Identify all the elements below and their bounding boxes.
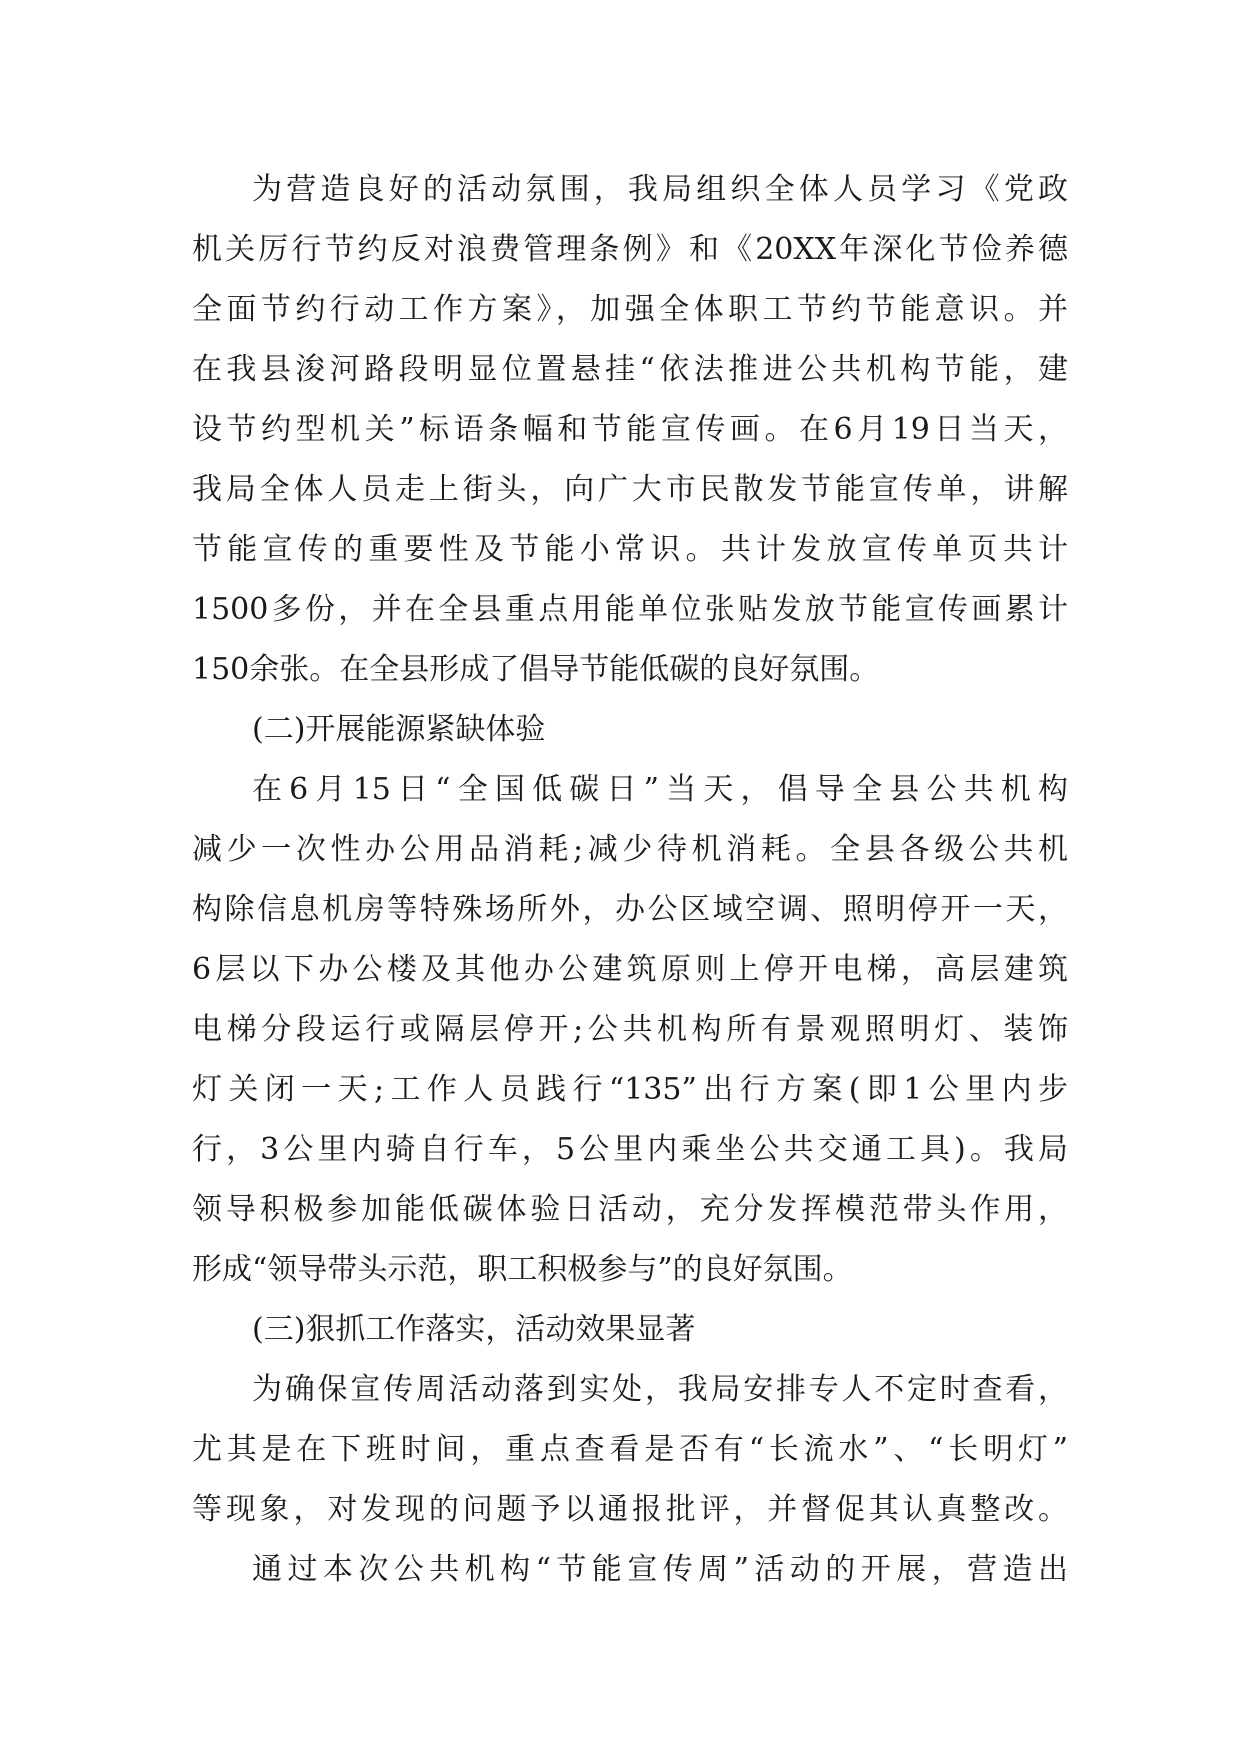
text-line: 行，3公里内骑自行车，5公里内乘坐公共交通工具)。我局 — [192, 1132, 1068, 1167]
text-line: 为确保宣传周活动落到实处，我局安排专人不定时查看， — [252, 1372, 1068, 1407]
section-heading: (二)开展能源紧缺体验 — [252, 712, 546, 747]
text-line: 6层以下办公楼及其他办公建筑原则上停开电梯，高层建筑 — [192, 952, 1068, 987]
text-line: 我局全体人员走上街头，向广大市民散发节能宣传单，讲解 — [192, 472, 1068, 507]
text-line: 构除信息机房等特殊场所外，办公区域空调、照明停开一天， — [192, 892, 1068, 927]
text-line: 机关厉行节约反对浪费管理条例》和《20XX年深化节俭养德 — [192, 232, 1068, 267]
text-line: 在6月15日“全国低碳日”当天，倡导全县公共机构 — [252, 772, 1068, 807]
text-line: 领导积极参加能低碳体验日活动，充分发挥模范带头作用， — [192, 1192, 1068, 1227]
document-body — [192, 160, 1068, 1600]
text-line: 为营造良好的活动氛围，我局组织全体人员学习《党政 — [252, 172, 1068, 207]
text-line: 150余张。在全县形成了倡导节能低碳的良好氛围。 — [192, 652, 880, 687]
text-line: 等现象，对发现的问题予以通报批评，并督促其认真整改。 — [192, 1492, 1068, 1527]
section-heading: (三)狠抓工作落实，活动效果显著 — [252, 1312, 696, 1347]
text-line: 减少一次性办公用品消耗;减少待机消耗。全县各级公共机 — [192, 832, 1068, 867]
text-line: 1500多份，并在全县重点用能单位张贴发放节能宣传画累计 — [192, 592, 1068, 627]
text-line: 电梯分段运行或隔层停开;公共机构所有景观照明灯、装饰 — [192, 1012, 1068, 1047]
text-line: 灯关闭一天;工作人员践行“135”出行方案(即1公里内步 — [192, 1072, 1068, 1107]
text-line: 节能宣传的重要性及节能小常识。共计发放宣传单页共计 — [192, 532, 1068, 567]
text-line: 尤其是在下班时间，重点查看是否有“长流水”、“长明灯” — [192, 1432, 1068, 1467]
text-line: 在我县浚河路段明显位置悬挂“依法推进公共机构节能，建 — [192, 352, 1068, 387]
text-line: 形成“领导带头示范，职工积极参与”的良好氛围。 — [192, 1252, 853, 1287]
text-line: 通过本次公共机构“节能宣传周”活动的开展，营造出 — [252, 1552, 1068, 1587]
text-line: 全面节约行动工作方案》，加强全体职工节约节能意识。并 — [192, 292, 1068, 327]
text-line: 设节约型机关”标语条幅和节能宣传画。在6月19日当天， — [192, 412, 1068, 447]
